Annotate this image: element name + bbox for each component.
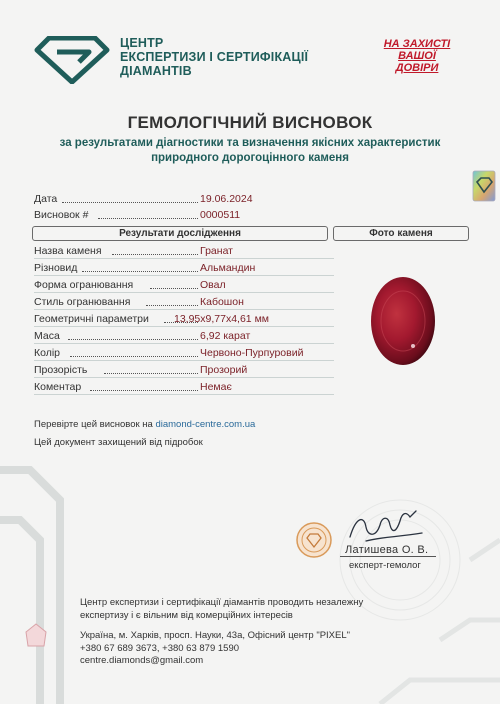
stone-photo — [370, 276, 436, 366]
leader-dots — [90, 390, 198, 391]
address: Україна, м. Харків, просп. Науки, 43а, Офісний центр "PIXEL" — [80, 630, 351, 641]
result-row-variety — [34, 262, 334, 275]
result-row-color — [34, 347, 334, 360]
slogan: НА ЗАХИСТІ ВАШОЇ ДОВІРИ — [383, 38, 451, 74]
contacts — [80, 630, 440, 668]
leader-dots — [62, 202, 198, 203]
verify-link[interactable]: diamond-centre.com.ua — [155, 419, 256, 430]
protection-notice: Цей документ захищений від підробок — [34, 437, 203, 448]
result-label: Стиль огранювання — [34, 296, 131, 308]
result-label: Коментар — [34, 381, 82, 393]
phones: +380 67 689 3673, +380 63 879 1590 — [80, 642, 240, 654]
row-underline — [34, 360, 334, 361]
result-label: Різновид — [34, 262, 78, 274]
leader-dots — [68, 339, 198, 340]
disclaimer: Центр експертизи і сертифікації діамантів проводить незалежну експертизу і є вільним від комерційних інтересів — [80, 597, 364, 621]
leader-dots — [104, 373, 198, 374]
result-row-dimensions — [34, 313, 334, 326]
result-value: Альмандин — [200, 262, 256, 274]
result-label: Маса — [34, 330, 60, 342]
result-label: Назва каменя — [34, 245, 102, 257]
date-row — [34, 193, 324, 207]
row-underline — [34, 394, 334, 395]
certificate-number-label: Висновок # — [34, 209, 89, 221]
result-label: Форма огранювання — [34, 279, 134, 291]
date-label: Дата — [34, 193, 58, 205]
row-underline — [34, 275, 334, 276]
certificate-number-value: 0000511 — [200, 209, 241, 221]
result-value: Кабошон — [200, 296, 244, 308]
result-value: 6,92 карат — [200, 330, 251, 342]
signer-name: Латишева О. В. — [345, 544, 429, 556]
result-value: 13,95x9,77x4,61 мм — [174, 313, 270, 325]
result-row-cut-style — [34, 296, 334, 309]
row-underline — [34, 309, 334, 310]
result-value: Немає — [200, 381, 232, 393]
row-underline — [34, 258, 334, 259]
verify-notice: Перевірте цей висновок на diamond-centre.com.ua — [34, 419, 256, 430]
leader-dots — [98, 218, 198, 219]
result-label: Колір — [34, 347, 61, 359]
leader-dots — [146, 305, 198, 306]
signature-image — [346, 507, 426, 547]
result-label: Геометричні параметри — [34, 313, 149, 325]
result-row-comment — [34, 381, 334, 394]
document-title: ГЕМОЛОГІЧНИЙ ВИСНОВОК — [127, 113, 373, 132]
result-value: Овал — [200, 279, 226, 291]
result-value: Червоно-Пурпуровий — [200, 347, 304, 359]
signature-line — [340, 556, 436, 557]
leader-dots — [112, 254, 198, 255]
row-underline — [34, 377, 334, 378]
document-subtitle: за результатами діагностики та визначення якісних характеристик природного дорогоцінного каменя — [59, 137, 441, 164]
result-row-weight — [34, 330, 334, 343]
result-row-transparency — [34, 364, 334, 377]
photo-section-header: Фото каменя — [333, 226, 469, 241]
organization-name: ЦЕНТР ЕКСПЕРТИЗИ І СЕРТИФІКАЦІЇ ДІАМАНТІВ — [120, 36, 309, 78]
results-section-header: Результати дослідження — [32, 226, 328, 241]
row-underline — [34, 292, 334, 293]
seal-stamp-icon — [296, 522, 332, 558]
signer-role: експерт-гемолог — [349, 560, 421, 571]
result-row-stone-name — [34, 245, 334, 258]
row-underline — [34, 326, 334, 327]
result-label: Прозорість — [34, 364, 88, 376]
header — [30, 32, 470, 92]
leader-dots — [150, 288, 198, 289]
hologram-sticker-icon — [472, 170, 496, 202]
email[interactable]: centre.diamonds@gmail.com — [80, 655, 204, 666]
row-underline — [34, 343, 334, 344]
certificate-number-row — [34, 209, 324, 223]
result-row-cut-shape — [34, 279, 334, 292]
date-value: 19.06.2024 — [200, 193, 253, 205]
result-value: Гранат — [200, 245, 233, 257]
diamond-logo-icon — [33, 36, 111, 84]
result-value: Прозорий — [200, 364, 248, 376]
leader-dots — [70, 356, 198, 357]
leader-dots — [82, 271, 198, 272]
